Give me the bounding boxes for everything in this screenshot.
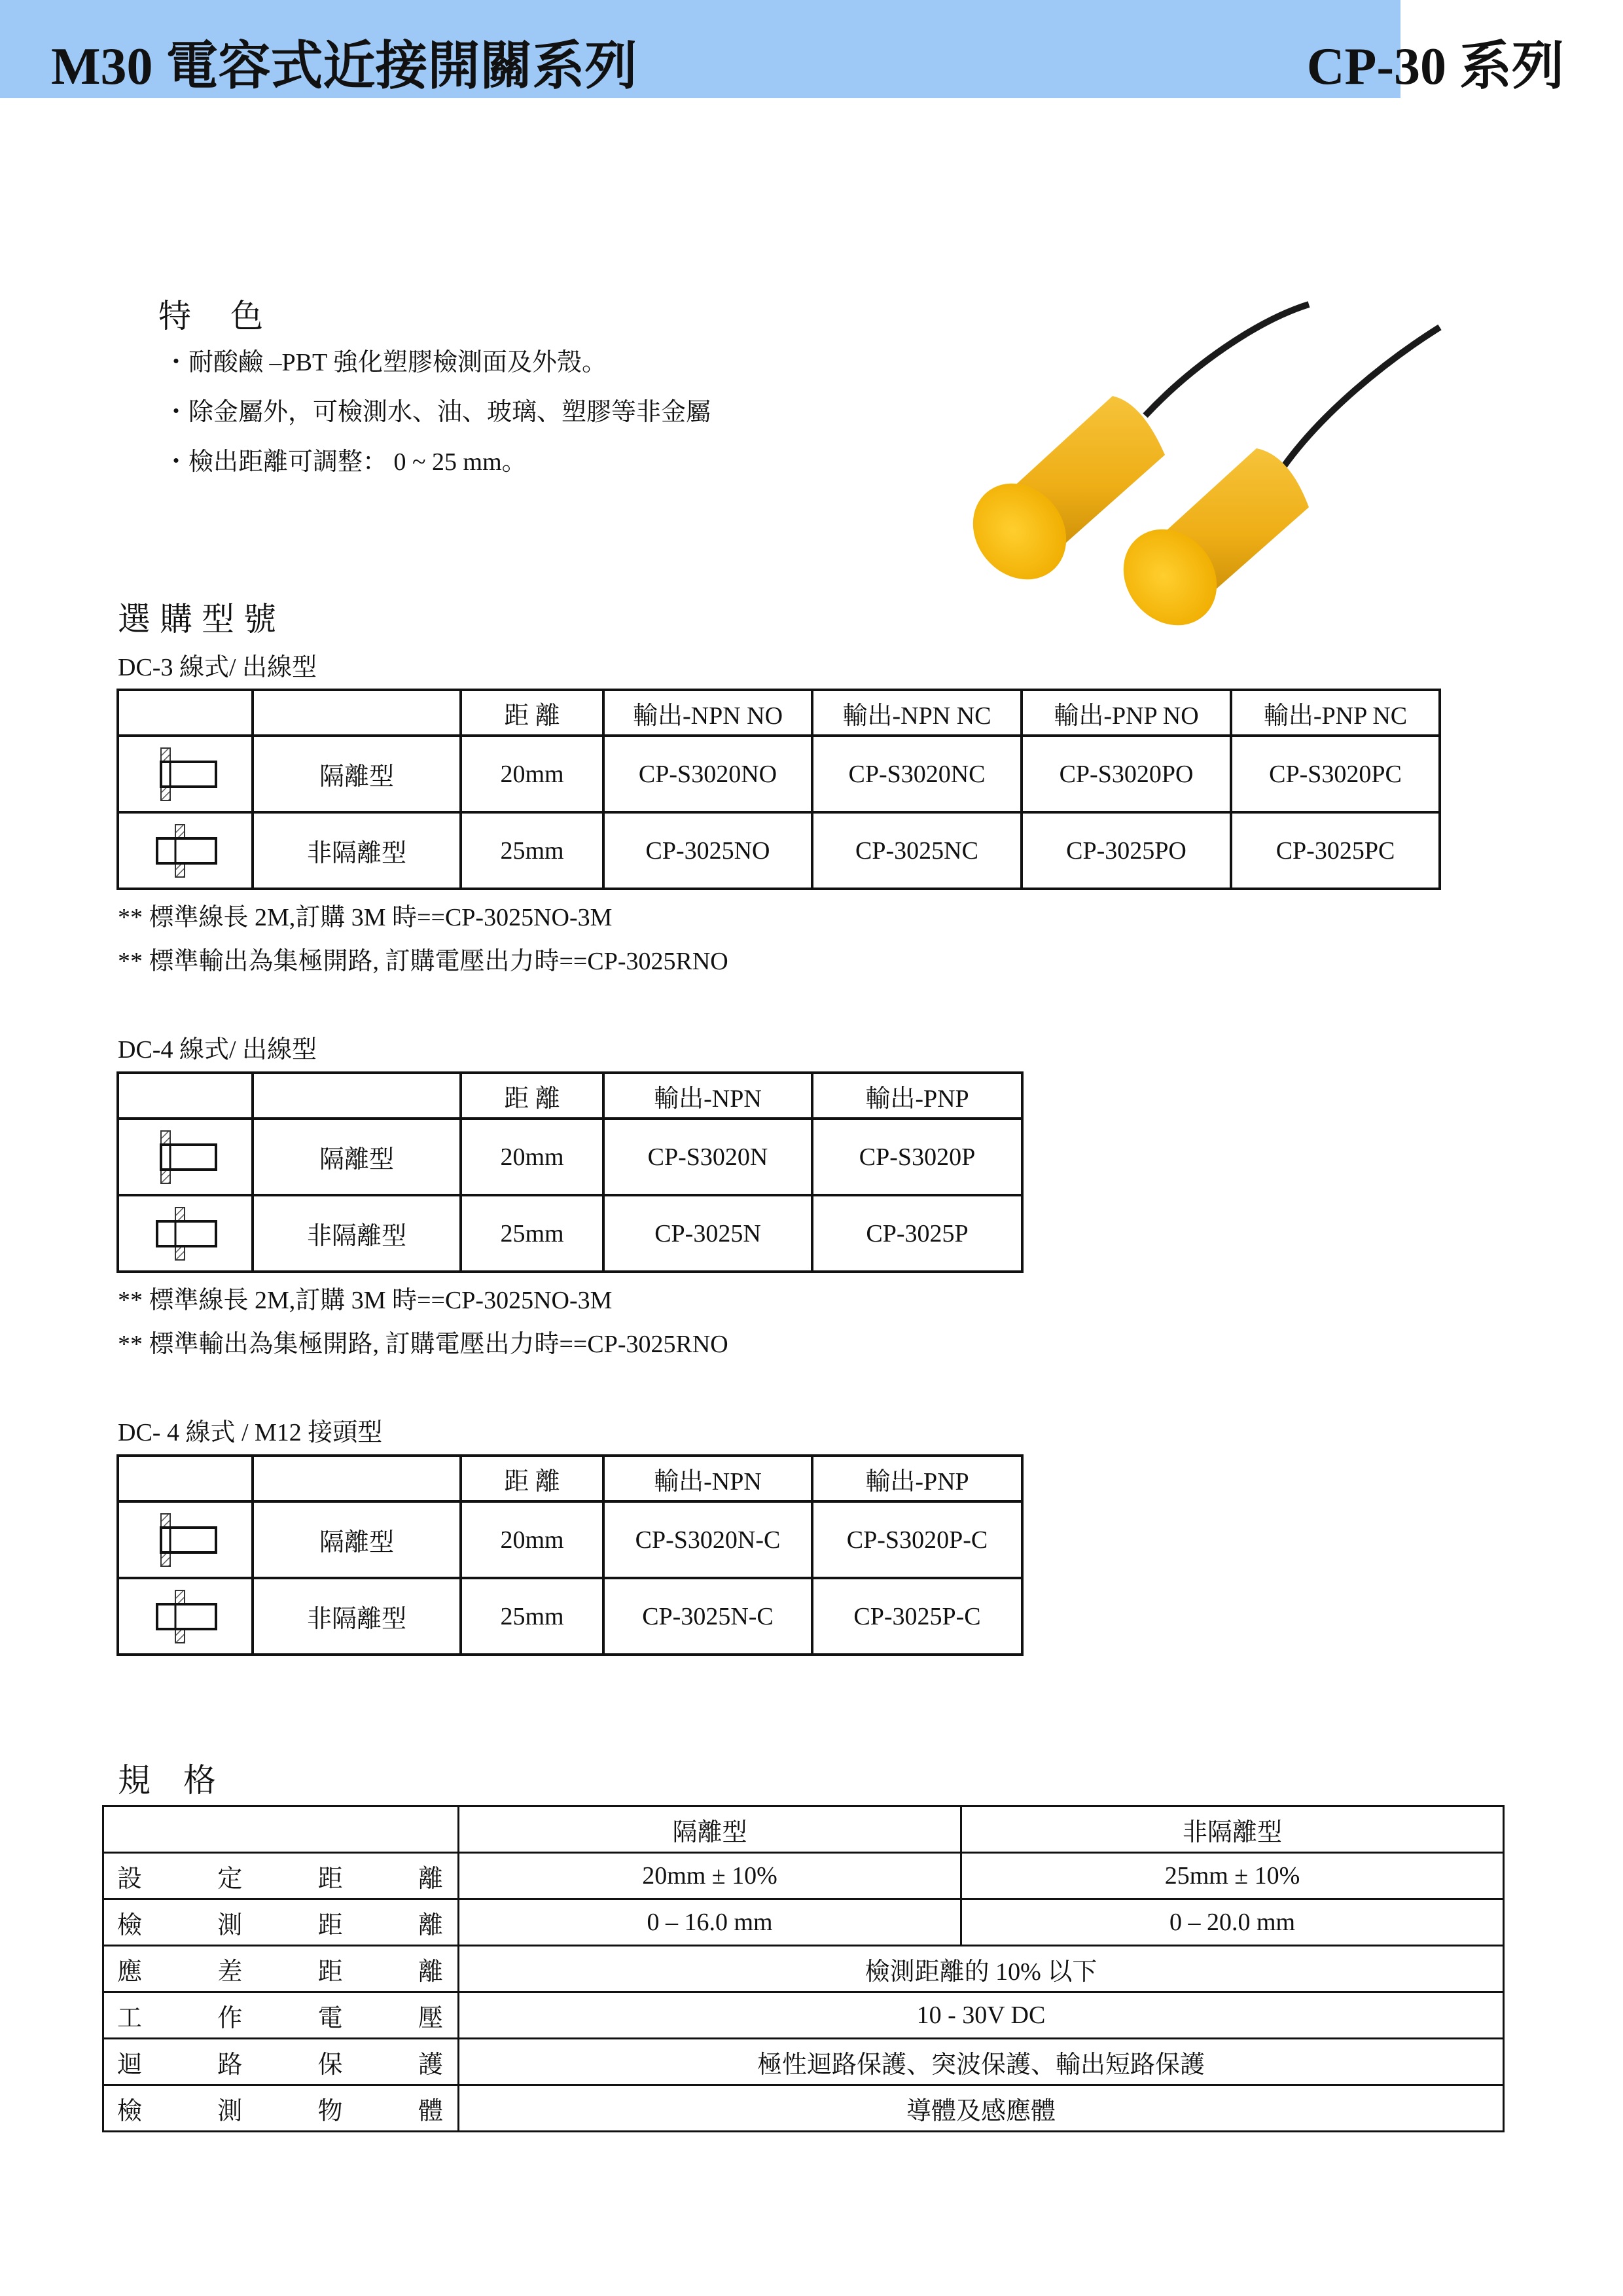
table1 [116,689,1441,890]
note: ** 標準輸出為集極開路, 訂購電壓出力時==CP-3025RNO [118,1331,728,1358]
spec-row [103,2039,1504,2085]
model-cell: CP-S3020P-C [812,1501,1022,1578]
feature-item: ・除金屬外，可檢測水、油、玻璃、塑膠等非金屬 [164,399,711,426]
product-photo [916,288,1453,641]
spec-label: 迴 路 保 護 [103,2039,459,2085]
model-cell: CP-3025N [603,1195,812,1272]
spec-value: 20mm ± 10% [459,1853,961,1899]
table1-title: DC-3 線式/ 出線型 [118,654,317,681]
note: ** 標準線長 2M,訂購 3M 時==CP-3025NO-3M [118,1287,613,1314]
model-cell: CP-S3020PC [1231,736,1440,812]
header-distance: 距 離 [461,1073,603,1119]
header-pnp: 輸出-PNP [812,1073,1022,1119]
model-cell: CP-3025NO [603,812,812,889]
unshielded-sensor-icon [149,821,221,880]
distance-cell: 20mm [461,1501,603,1578]
spec-col-unshielded: 非隔離型 [961,1806,1504,1853]
table-header-row [118,1456,1022,1501]
type-cell: 非隔離型 [253,1578,461,1655]
header-npn-no: 輸出-NPN NO [603,690,812,736]
table-header-row [118,690,1440,736]
series-title: CP-30 系列 [1306,38,1564,96]
table3 [116,1454,1024,1656]
header-npn: 輸出-NPN [603,1073,812,1119]
spec-value: 導體及感應體 [459,2085,1504,2132]
distance-cell: 25mm [461,812,603,889]
model-cell: CP-S3020NC [812,736,1022,812]
model-cell: CP-3025P [812,1195,1022,1272]
table-row [118,1578,1022,1655]
header-distance: 距 離 [461,1456,603,1501]
spec-label: 設 定 距 離 [103,1853,459,1899]
header-npn: 輸出-NPN [603,1456,812,1501]
type-cell: 非隔離型 [253,812,461,889]
spec-value: 10 - 30V DC [459,1992,1504,2039]
features-heading: 特色 [158,298,302,334]
type-cell: 非隔離型 [253,1195,461,1272]
unshielded-sensor-icon [149,1587,221,1646]
spec-row [103,1853,1504,1899]
spec-row [103,1946,1504,1992]
specs-heading: 規格 [118,1762,249,1799]
feature-item: ・耐酸鹼 –PBT 強化塑膠檢測面及外殼。 [164,349,607,376]
spec-table [102,1805,1505,2132]
table-row [118,1119,1022,1195]
spec-value: 檢測距離的 10% 以下 [459,1946,1504,1992]
unshielded-sensor-icon [149,1204,221,1263]
distance-cell: 20mm [461,1119,603,1195]
spec-value: 極性迴路保護、突波保護、輸出短路保護 [459,2039,1504,2085]
model-cell: CP-3025PC [1231,812,1440,889]
model-cell: CP-S3020N-C [603,1501,812,1578]
distance-cell: 25mm [461,1195,603,1272]
shielded-sensor-icon [149,1511,221,1570]
distance-cell: 20mm [461,736,603,812]
model-cell: CP-3025PO [1022,812,1231,889]
spec-col-shielded: 隔離型 [459,1806,961,1853]
note: ** 標準線長 2M,訂購 3M 時==CP-3025NO-3M [118,904,613,931]
model-cell: CP-S3020N [603,1119,812,1195]
type-cell: 隔離型 [253,736,461,812]
table-row [118,1501,1022,1578]
spec-row [103,1992,1504,2039]
model-cell: CP-3025P-C [812,1578,1022,1655]
table-row [118,736,1440,812]
model-cell: CP-S3020NO [603,736,812,812]
spec-label: 檢 測 距 離 [103,1899,459,1946]
title-banner [0,0,1564,98]
spec-value: 0 – 20.0 mm [961,1899,1504,1946]
spec-header-row [103,1806,1504,1853]
model-cell: CP-3025NC [812,812,1022,889]
spec-label: 應 差 距 離 [103,1946,459,1992]
model-cell: CP-S3020PO [1022,736,1231,812]
page-title: M30 電容式近接開關系列 [51,38,637,96]
type-cell: 隔離型 [253,1501,461,1578]
header-pnp-no: 輸出-PNP NO [1022,690,1231,736]
spec-label: 工 作 電 壓 [103,1992,459,2039]
table2 [116,1071,1024,1273]
note: ** 標準輸出為集極開路, 訂購電壓出力時==CP-3025RNO [118,948,728,975]
model-cell: CP-3025N-C [603,1578,812,1655]
spec-value: 0 – 16.0 mm [459,1899,961,1946]
shielded-sensor-icon [149,1128,221,1187]
header-distance: 距 離 [461,690,603,736]
table-row [118,812,1440,889]
table2-title: DC-4 線式/ 出線型 [118,1036,317,1064]
model-cell: CP-S3020P [812,1119,1022,1195]
table-header-row [118,1073,1022,1119]
spec-value: 25mm ± 10% [961,1853,1504,1899]
table-row [118,1195,1022,1272]
header-npn-nc: 輸出-NPN NC [812,690,1022,736]
header-pnp-nc: 輸出-PNP NC [1231,690,1440,736]
spec-row [103,1899,1504,1946]
spec-row [103,2085,1504,2132]
type-cell: 隔離型 [253,1119,461,1195]
selection-heading: 選購型號 [118,601,285,637]
spec-label: 檢 測 物 體 [103,2085,459,2132]
shielded-sensor-icon [149,745,221,804]
distance-cell: 25mm [461,1578,603,1655]
header-pnp: 輸出-PNP [812,1456,1022,1501]
table3-title: DC- 4 線式 / M12 接頭型 [118,1419,383,1446]
feature-item: ・檢出距離可調整： 0 ~ 25 mm。 [164,448,527,476]
